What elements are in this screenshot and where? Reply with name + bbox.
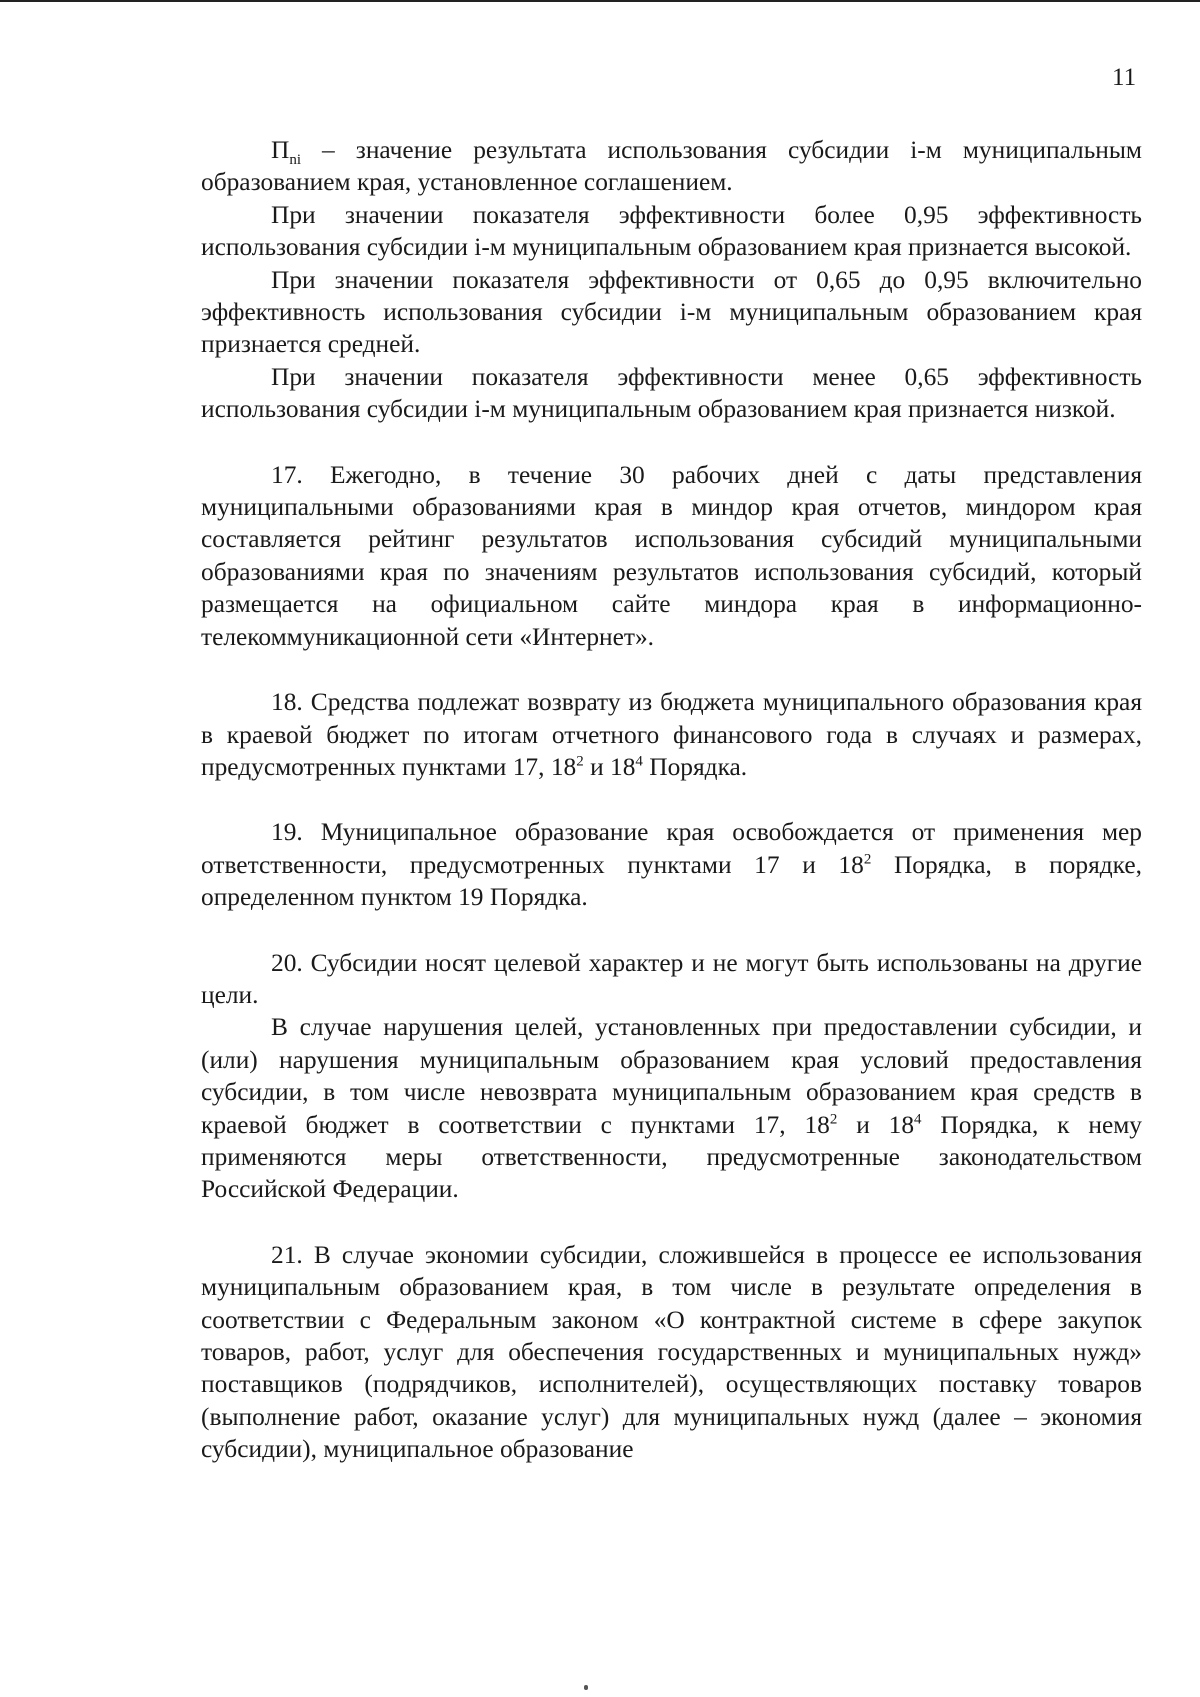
paragraph-18-text-a: 18. Средства подлежат возврату из бюджета муниципального образования края в краевой бюджет по итогам отчетного финансового года в случаях и размерах, предусмотренных пунктами 17, 18 [201,688,1142,781]
paragraph-18 [201,686,1142,783]
paragraph-18-sup-b: 4 [635,753,643,770]
paragraph-19-text-a: 19. Муниципальное образование края освобождается от применения мер ответственности, предусмотренных пунктами 17 и 18 [201,818,1142,879]
efficiency-medium-paragraph: При значении показателя эффективности от 0,65 до 0,95 включительно эффективность использования субсидии i-м муниципальным образованием края признается средней. [201,265,1142,359]
efficiency-high-paragraph: При значении показателя эффективности более 0,95 эффективность использования субсидии i-м муниципальным образованием края признается высокой. [201,200,1142,262]
page-number: 11 [1112,64,1137,91]
formula-note-paragraph [201,134,1142,199]
paragraph-20: 20. Субсидии носят целевой характер и не могут быть использованы на другие цели. [201,948,1142,1009]
paragraph-18-sup-a: 2 [576,753,584,770]
violation-sup-a: 2 [829,1111,838,1128]
formula-subscript: ni [289,152,302,169]
violation-text-c: Порядка, к нему применяются меры ответственности, предусмотренные законодательством Российской Федерации. [201,1110,1142,1204]
violation-sup-b: 4 [914,1111,922,1128]
scan-speck [584,1685,588,1690]
paragraph-17: 17. Ежегодно, в течение 30 рабочих дней с даты представления муниципальными образованиями края в миндор края отчетов, миндором края составляется рейтинг результатов использования субсидий муниципальными образованиями края по значениям результатов использования субсидий, который размещается на официальном сайте миндора края в информационно-телекоммуникационной сети «Интернет». [201,460,1142,651]
document-body [201,134,1142,1466]
formula-symbol: П [271,136,290,164]
paragraph-19 [201,816,1142,913]
formula-note-text: – значение результата использования субсидии i-м муниципальным образованием края, установленное соглашением. [201,136,1142,197]
paragraph-19-sup-a: 2 [863,851,872,868]
paragraph-18-text-c: Порядка. [642,752,748,781]
efficiency-low-paragraph: При значении показателя эффективности менее 0,65 эффективность использования субсидии i-м муниципальным образованием края признается низкой. [201,362,1142,424]
top-edge-rule [0,0,1200,2]
paragraph-20-violation [201,1011,1142,1205]
paragraph-21: 21. В случае экономии субсидии, сложившейся в процессе ее использования муниципальным образованием края, в том числе в результате определения в соответствии с Федеральным законом «О контрактной системе в сфере закупок товаров, работ, услуг для обеспечения государственных и муниципальных нужд» поставщиков (подрядчиков, исполнителей), осуществляющих поставку товаров (выполнение работ, оказание услуг) для муниципальных нужд (далее – экономия субсидии), муниципальное образование [201,1240,1142,1464]
violation-text-a: В случае нарушения целей, установленных при предоставлении субсидии, и (или) нарушения муниципальным образованием края условий предоставления субсидии, в том числе невозврата муниципальным образованием края средств в краевой бюджет в соответствии с пунктами 17, 18 [201,1013,1142,1139]
paragraph-18-text-b: и 18 [583,752,636,781]
paragraph-19-text-b: Порядка, в порядке, определенном пунктом 19 Порядка. [201,850,1142,912]
violation-text-b: и 18 [837,1110,915,1139]
